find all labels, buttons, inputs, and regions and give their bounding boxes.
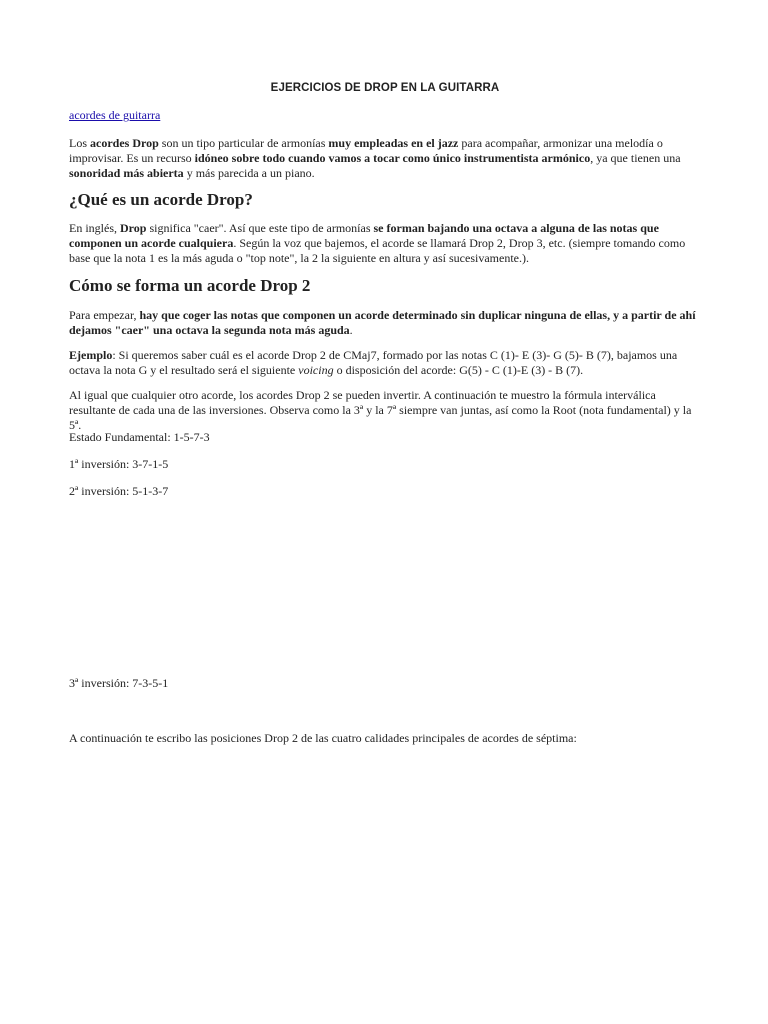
para-empezar-paragraph [69, 308, 701, 338]
intro-paragraph [69, 136, 701, 181]
text-run: muy empleadas en el jazz [328, 136, 459, 150]
text-run: o disposición del acorde: G(5) - C (1)-E (3) - B (7). [333, 363, 584, 377]
text-run: idóneo sobre todo cuando vamos a tocar como único instrumentista armónico [194, 151, 591, 165]
text-run: para acompañar, armonizar una melodía o improvisar. Es un recurso [69, 136, 663, 165]
ejemplo-paragraph [69, 348, 701, 378]
text-run: En inglés, [69, 221, 120, 235]
text-run: sonoridad más abierta [69, 166, 184, 180]
text-run: acordes Drop [90, 136, 159, 150]
text-run: : Si queremos saber cuál es el acorde Drop 2 de CMaj7, formado por las notas C (1)- E (3)- G (5)- B (7), bajamos una octava la nota G y el resultado será el siguiente [69, 348, 678, 377]
estado-fundamental-text: Estado Fundamental: 1-5-7-3 [69, 430, 210, 444]
segunda-inversion-text: 2ª inversión: 5-1-3-7 [69, 484, 169, 498]
text-run: . Según la voz que bajemos, el acorde se llamará Drop 2, Drop 3, etc. (siempre tomando como base que la nota 1 es la más aguda o "top note", la 2 la siguiente en altura y así sucesivamente.). [69, 236, 686, 265]
text-run: se forman bajando una octava a alguna de las notas que componen un acorde cualquiera [69, 221, 659, 250]
text-run: , ya que tienen una [590, 151, 681, 165]
text-run: significa "caer". Así que este tipo de armonías [146, 221, 374, 235]
text-run: voicing [298, 363, 334, 377]
text-run: . [349, 323, 353, 337]
text-run: Al igual que cualquier otro acorde, los acordes Drop 2 se pueden invertir. A continuación te muestro la fórmula interválica resultante de cada una de las inversiones. Observa como la 3ª y la 7ª siempre van juntas, así como la Root (nota fundamental) y la 5ª. [69, 388, 692, 432]
heading-que-es: ¿Qué es un acorde Drop? [69, 190, 253, 209]
acordes-guitarra-link[interactable]: acordes de guitarra [69, 108, 161, 122]
text-run: y más parecida a un piano. [183, 166, 315, 180]
primera-inversion-text: 1ª inversión: 3-7-1-5 [69, 457, 169, 471]
text-run: hay que coger las notas que componen un acorde determinado sin duplicar ninguna de ellas, y a partir de ahí dejamos "caer" una octava la segunda nota más aguda [69, 308, 696, 337]
text-run: son un tipo particular de armonías [158, 136, 329, 150]
continuacion-paragraph: A continuación te escribo las posiciones Drop 2 de las cuatro calidades principales de acordes de séptima: [69, 731, 577, 745]
document-title: EJERCICIOS DE DROP EN LA GUITARRA [270, 82, 500, 94]
invertir-paragraph [69, 388, 701, 433]
tercera-inversion-text: 3ª inversión: 7-3-5-1 [69, 676, 169, 690]
text-run: Ejemplo [69, 348, 113, 362]
text-run: Para empezar, [69, 308, 140, 322]
que-es-paragraph [69, 221, 701, 266]
heading-como-se-forma: Cómo se forma un acorde Drop 2 [69, 276, 311, 295]
text-run: Los [69, 136, 90, 150]
text-run: Drop [120, 221, 147, 235]
